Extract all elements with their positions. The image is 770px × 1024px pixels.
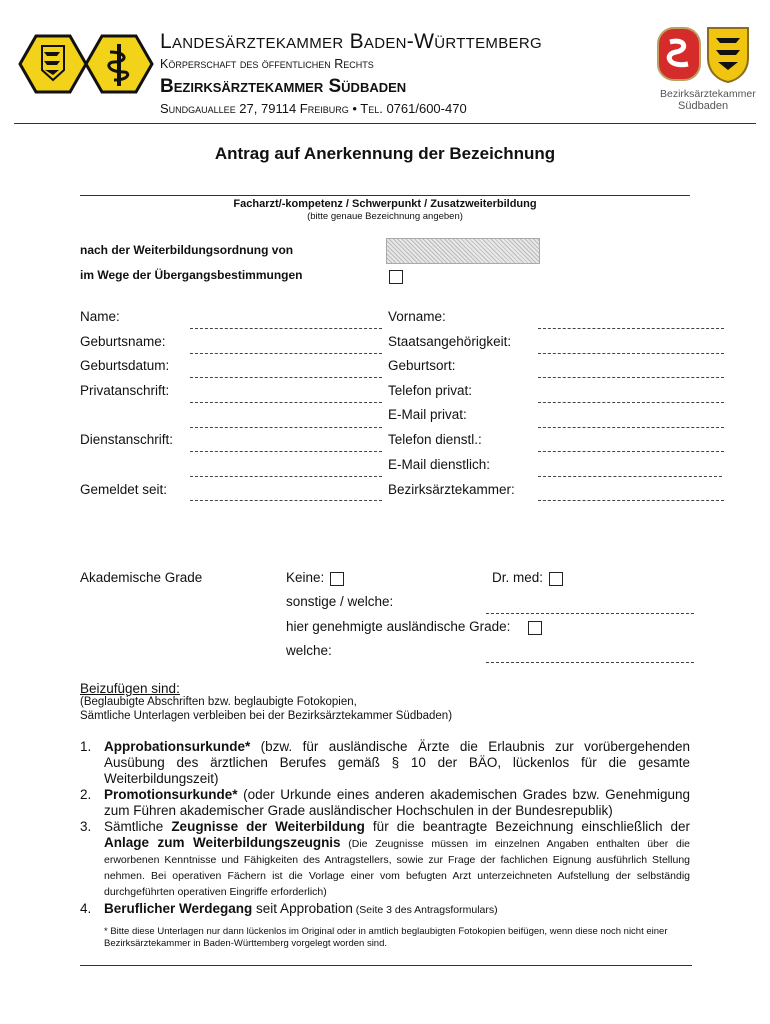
attach-item-2 xyxy=(80,787,690,819)
email-private-label: E-Mail privat: xyxy=(388,407,467,422)
attach-item-1-bold: Approbationsurkunde* xyxy=(104,739,251,754)
attach-item-1 xyxy=(80,739,690,787)
degree-other-label: sonstige / welche: xyxy=(286,594,394,609)
work-address-label: Dienstanschrift: xyxy=(80,432,174,447)
right-logo-text-2: Südbaden xyxy=(678,100,729,112)
attach-heading: Beizufügen sind: xyxy=(80,681,180,696)
birthdate-label: Geburtsdatum: xyxy=(80,358,170,373)
registered-since-field[interactable] xyxy=(190,500,382,501)
state-coat-of-arms-logo xyxy=(18,34,88,94)
attach-item-3 xyxy=(80,819,690,899)
transition-checkbox[interactable] xyxy=(389,270,403,284)
nationality-field[interactable] xyxy=(538,353,724,354)
academic-label: Akademische Grade xyxy=(80,570,203,585)
attach-item-4 xyxy=(80,901,690,918)
footer-divider xyxy=(80,965,692,966)
attach-item-3-bold: Zeugnisse der Weiterbildung xyxy=(171,819,365,834)
attach-item-2-num: 2. xyxy=(80,787,92,802)
degree-foreign-checkbox[interactable] xyxy=(528,621,542,635)
header-divider xyxy=(14,123,756,124)
phone-private-field[interactable] xyxy=(538,402,724,403)
name-label: Name: xyxy=(80,309,120,324)
designation-line[interactable] xyxy=(80,195,690,196)
attach-item-1-body xyxy=(104,739,690,787)
phone-private-label: Telefon privat: xyxy=(388,383,473,398)
attach-item-2-bold: Promotionsurkunde* xyxy=(104,787,238,802)
firstname-field[interactable] xyxy=(538,328,724,329)
phone-work-label: Telefon dienstl.: xyxy=(388,432,482,447)
nationality-label: Staatsangehörigkeit: xyxy=(388,334,512,349)
name-field[interactable] xyxy=(190,328,382,329)
order-year-field[interactable] xyxy=(386,238,540,264)
district-chamber-label: Bezirksärztekammer: xyxy=(388,482,515,497)
attach-item-3-bold2: Anlage zum Weiterbildungszeugnis xyxy=(104,835,341,850)
district-chamber-logo xyxy=(656,26,752,86)
attach-item-1-text: (bzw. für ausländische Ärzte die Erlaubnis zur vorübergehenden Ausübung des ärztlichen Berufes gemäß § 10 der BÄO, lückenlos für die gesamte Weiterbildungszeit) xyxy=(104,739,690,786)
org-main-title: Landesärztekammer Baden-Württemberg xyxy=(160,30,542,53)
degree-which-label: welche: xyxy=(286,643,332,658)
email-private-field[interactable] xyxy=(538,427,724,428)
attach-item-1-num: 1. xyxy=(80,739,92,754)
birthplace-field[interactable] xyxy=(538,377,724,378)
attach-item-4-small: (Seite 3 des Antragsformulars) xyxy=(352,904,498,916)
degree-drmed-checkbox[interactable] xyxy=(549,572,563,586)
attach-item-3-small: (Die Zeugnisse müssen im einzelnen Angaben enthalten über die erworbenen Kenntnisse und Fähigkeiten des Antragstellers, sowie zur Frage der fachlichen Eignung ausführlich Stellung nehmen. Bei operativen Fächern ist die Vorlage einer vom befugten Arzt unterzeichneten Aufstellung der selbständig durchgeführten operativen Eingriffe erforderlich) xyxy=(104,838,690,898)
order-label: nach der Weiterbildungsordnung von xyxy=(80,243,294,257)
birthname-label: Geburtsname: xyxy=(80,334,166,349)
attach-item-2-text: (oder Urkunde eines anderen akademischen Grades bzw. Genehmigung zum Führen akademischer Grade ausländischer Hochschulen in der Bundesrepublik) xyxy=(104,787,690,818)
designation-label: Facharzt/-kompetenz / Schwerpunkt / Zusatzweiterbildung xyxy=(233,198,537,210)
attach-item-3-body xyxy=(104,819,690,899)
attach-item-4-body xyxy=(104,901,498,918)
attach-item-2-body xyxy=(104,787,690,819)
attach-item-3-text: für die beantragte Bezeichnung einschließlich der xyxy=(364,819,691,834)
attach-note-1: (Beglaubigte Abschriften bzw. beglaubigte Fotokopien, xyxy=(80,696,357,708)
designation-hint: (bitte genaue Bezeichnung angeben) xyxy=(307,211,463,222)
attach-item-3-pre: Sämtliche xyxy=(104,819,172,834)
right-logo-text-1: Bezirksärztekammer xyxy=(660,88,756,100)
degree-other-field[interactable] xyxy=(486,613,694,614)
attach-list xyxy=(80,739,690,918)
attach-item-4-text: seit Approbation xyxy=(252,901,353,916)
birthdate-field[interactable] xyxy=(190,377,382,378)
work-address-field-2[interactable] xyxy=(190,476,382,477)
aesculapian-staff-logo xyxy=(84,34,154,94)
work-address-field-1[interactable] xyxy=(190,451,382,452)
private-address-label: Privatanschrift: xyxy=(80,383,170,398)
footnote: * Bitte diese Unterlagen nur dann lückenlos im Original oder in amtlich beglaubigten Fotokopien beifügen, wenn diese noch nicht einer Bezirksärztekammer in Baden-Württemberg vorgelegt worden sind. xyxy=(104,926,668,949)
transition-label: im Wege der Übergangsbestimmungen xyxy=(80,268,303,282)
birthname-field[interactable] xyxy=(190,353,382,354)
registered-since-label: Gemeldet seit: xyxy=(80,482,168,497)
degree-none-checkbox[interactable] xyxy=(330,572,344,586)
private-address-field-1[interactable] xyxy=(190,402,382,403)
attach-item-4-num: 4. xyxy=(80,901,92,916)
phone-work-field[interactable] xyxy=(538,451,724,452)
degree-foreign-label: hier genehmigte ausländische Grade: xyxy=(286,619,511,634)
private-address-field-2[interactable] xyxy=(190,427,382,428)
degree-drmed-label: Dr. med: xyxy=(492,570,544,585)
birthplace-label: Geburtsort: xyxy=(388,358,456,373)
org-subtitle: Körperschaft des öffentlichen Rechts xyxy=(160,57,374,71)
district-chamber-field[interactable] xyxy=(538,500,724,501)
attach-item-4-bold: Beruflicher Werdegang xyxy=(104,901,253,916)
district-title: Bezirksärztekammer Südbaden xyxy=(160,76,407,97)
district-address: Sundgauallee 27, 79114 Freiburg • Tel. 0761/600-470 xyxy=(160,101,467,116)
degree-which-field[interactable] xyxy=(486,662,694,663)
attach-note-2: Sämtliche Unterlagen verbleiben bei der Bezirksärztekammer Südbaden) xyxy=(80,710,453,722)
email-work-label: E-Mail dienstlich: xyxy=(388,457,491,472)
form-title: Antrag auf Anerkennung der Bezeichnung xyxy=(214,144,556,163)
email-work-field[interactable] xyxy=(538,476,722,477)
firstname-label: Vorname: xyxy=(388,309,446,324)
degree-none-label: Keine: xyxy=(286,570,325,585)
attach-item-3-num: 3. xyxy=(80,819,92,834)
